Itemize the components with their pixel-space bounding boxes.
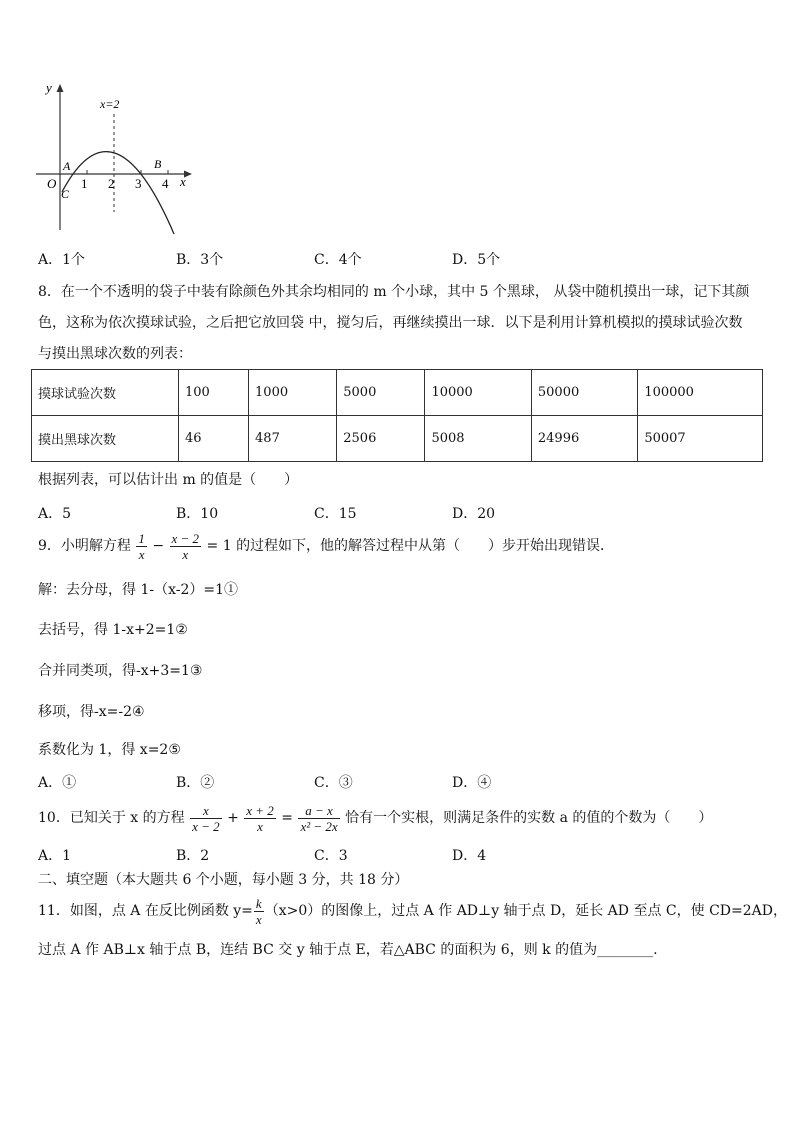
q10-option-b[interactable]: B．2 xyxy=(176,848,210,864)
table-cell: 24996 xyxy=(531,416,637,462)
q7-option-b[interactable]: B．3个 xyxy=(176,252,224,268)
q7-option-a[interactable]: A．1个 xyxy=(38,252,86,268)
q9-step-5: 系数化为 1，得 x=2⑤ xyxy=(38,742,181,758)
symmetry-axis-label: x=2 xyxy=(100,97,120,111)
table-cell: 2506 xyxy=(337,416,425,462)
q9-option-d[interactable]: D．④ xyxy=(452,775,492,791)
q10-frac2-denominator: x xyxy=(257,818,263,834)
q11-fraction xyxy=(254,896,264,927)
q10-prefix: 10．已知关于 x 的方程 xyxy=(38,810,185,826)
y-axis-label: y xyxy=(46,80,52,95)
table-row-header: 摸球试验次数 xyxy=(32,370,179,416)
q8-frequency-table xyxy=(31,369,763,462)
table-cell: 50007 xyxy=(638,416,763,462)
q9-option-c[interactable]: C．③ xyxy=(314,775,353,791)
q9-suffix: 的过程如下，他的解答过程中从第（ ）步开始出现错误． xyxy=(236,538,615,554)
q11-frac-denominator: x xyxy=(255,911,262,927)
table-cell: 100 xyxy=(179,370,249,416)
point-a-label: A xyxy=(63,159,71,173)
section-heading-fill-in: 二、填空题（本大题共 6 个小题，每小题 3 分，共 18 分） xyxy=(38,872,409,888)
q11-text-line-2: 过点 A 作 AB⊥x 轴于点 B，连结 BC 交 y 轴于点 E，若△ABC 的面积为 6，则 k 的值为________. xyxy=(38,942,658,958)
q11-stem xyxy=(38,893,787,929)
tick-label-1: 1 xyxy=(81,176,88,191)
q9-step-3: 合并同类项，得-x+3=1③ xyxy=(38,663,203,679)
q9-frac1-numerator: 1 xyxy=(138,530,145,546)
q8-option-c[interactable]: C．15 xyxy=(314,506,357,522)
q10-option-d[interactable]: D．4 xyxy=(452,848,487,864)
table-cell: 487 xyxy=(249,416,337,462)
table-cell: 5008 xyxy=(425,416,531,462)
q10-frac3-denominator: x² − 2x xyxy=(300,818,338,834)
q8-option-a[interactable]: A．5 xyxy=(38,506,72,522)
table-cell: 46 xyxy=(179,416,249,462)
q9-stem xyxy=(38,528,614,564)
table-cell: 5000 xyxy=(337,370,425,416)
tick-label-4: 4 xyxy=(162,176,169,191)
q9-equals: = 1 xyxy=(206,538,232,554)
q9-prefix: 9．小明解方程 xyxy=(38,538,131,554)
table-cell: 100000 xyxy=(638,370,763,416)
q10-suffix: 恰有一个实根，则满足条件的实数 a 的值的个数为（ ） xyxy=(345,810,713,826)
q9-step-4: 移项，得-x=-2④ xyxy=(38,704,145,720)
table-cell: 50000 xyxy=(531,370,637,416)
q9-frac2-numerator: x − 2 xyxy=(171,530,200,546)
tick-label-3: 3 xyxy=(135,176,142,191)
point-c-label: C xyxy=(61,187,70,201)
q9-frac2-denominator: x xyxy=(182,546,189,562)
q9-frac1-denominator: x xyxy=(138,546,145,562)
q7-option-c[interactable]: C．4个 xyxy=(314,252,362,268)
table-row xyxy=(32,416,763,462)
q8-text-line-1: 8．在一个不透明的袋子中装有除颜色外其余均相同的 m 个小球，其中 5 个黑球， 从袋中随机摸出一球，记下其颜 xyxy=(38,284,750,300)
q10-frac3-numerator: a − x xyxy=(298,803,339,819)
q10-frac1-numerator: x xyxy=(190,803,222,819)
parabola-graph xyxy=(30,80,200,240)
q10-fraction-1 xyxy=(190,803,222,834)
table-row xyxy=(32,370,763,416)
q7-option-d[interactable]: D．5个 xyxy=(452,252,501,268)
q10-plus-sign: + xyxy=(227,810,239,826)
tick-label-2: 2 xyxy=(108,176,115,191)
q9-fraction-1 xyxy=(136,531,147,562)
table-row-header: 摸出黑球次数 xyxy=(32,416,179,462)
q11-suffix: （x>0）的图像上，过点 A 作 AD⊥y 轴于点 D，延长 AD 至点 C，使 CD=2AD， xyxy=(264,903,787,919)
table-cell: 10000 xyxy=(425,370,531,416)
q11-frac-numerator: k xyxy=(255,895,262,911)
q8-option-d[interactable]: D．20 xyxy=(452,506,496,522)
origin-label: O xyxy=(47,176,57,191)
q10-fraction-3 xyxy=(298,803,339,834)
q9-option-b[interactable]: B．② xyxy=(176,775,215,791)
q9-option-a[interactable]: A．① xyxy=(38,775,77,791)
q10-option-a[interactable]: A．1 xyxy=(38,848,72,864)
q10-option-c[interactable]: C．3 xyxy=(314,848,348,864)
q9-fraction-2 xyxy=(170,531,202,562)
q10-fraction-2 xyxy=(244,803,276,834)
point-b-label: B xyxy=(154,157,162,171)
q10-stem xyxy=(38,800,712,836)
q8-question: 根据列表，可以估计出 m 的值是（ ） xyxy=(38,472,299,488)
q8-text-line-3: 与摸出黑球次数的列表： xyxy=(38,346,192,362)
q10-frac1-denominator: x − 2 xyxy=(192,818,220,834)
x-axis-label: x xyxy=(180,174,186,189)
q9-minus-sign: − xyxy=(152,538,165,554)
q8-option-b[interactable]: B．10 xyxy=(176,506,219,522)
q9-step-2: 去括号，得 1-x+2=1② xyxy=(38,622,188,638)
q8-text-line-2: 色，这称为依次摸球试验，之后把它放回袋 中，搅匀后，再继续摸出一球．以下是利用计算机模拟的摸球试验次数 xyxy=(38,315,743,331)
q9-step-1: 解：去分母，得 1-（x-2）=1① xyxy=(38,582,239,598)
q10-frac2-numerator: x + 2 xyxy=(246,802,274,818)
q10-equals: = xyxy=(281,810,293,826)
q11-prefix: 11．如图，点 A 在反比例函数 y= xyxy=(38,903,253,919)
table-cell: 1000 xyxy=(249,370,337,416)
